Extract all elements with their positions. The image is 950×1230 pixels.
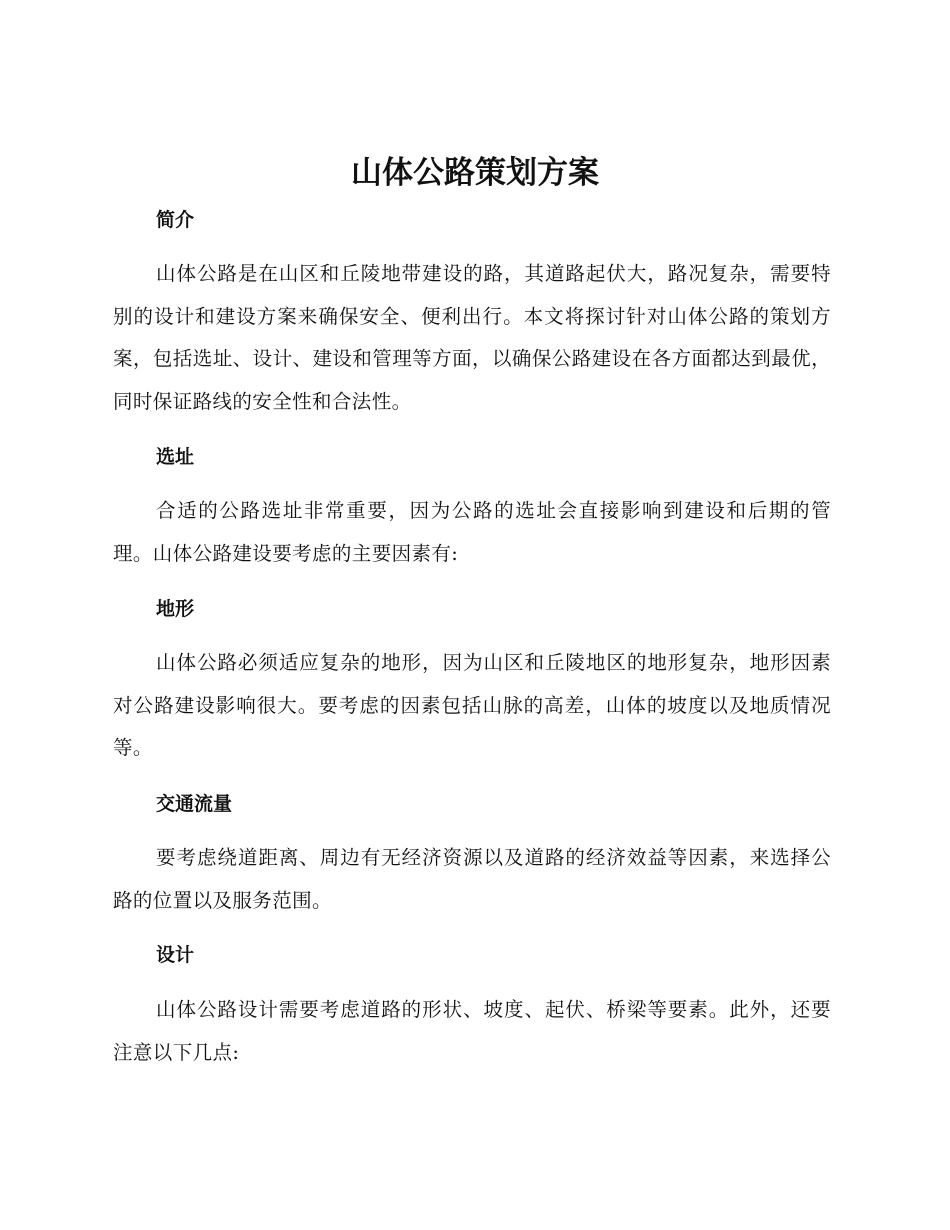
section-heading-traffic-flow: 交通流量	[156, 793, 233, 815]
document-title: 山体公路策划方案	[351, 155, 599, 191]
section-paragraph-intro: 山体公路是在山区和丘陵地带建设的路，其道路起伏大，路况复杂，需要特别的设计和建设方案来确保安全、便利出行。本文将探讨针对山体公路的策划方案，包括选址、设计、建设和管理等方面，以确保公路建设在各方面都达到最优，同时保证路线的安全性和合法性。	[113, 262, 831, 413]
section-heading-terrain: 地形	[156, 598, 195, 620]
section-paragraph-site-selection: 合适的公路选址非常重要，因为公路的选址会直接影响到建设和后期的管理。山体公路建设要考虑的主要因素有:	[113, 499, 831, 565]
section-paragraph-terrain: 山体公路必须适应复杂的地形，因为山区和丘陵地区的地形复杂，地形因素对公路建设影响很大。要考虑的因素包括山脉的高差，山体的坡度以及地质情况等。	[113, 651, 831, 759]
section-heading-site-selection: 选址	[156, 446, 195, 468]
section-heading-design: 设计	[156, 944, 195, 966]
section-paragraph-traffic-flow: 要考虑绕道距离、周边有无经济资源以及道路的经济效益等因素，来选择公路的位置以及服务范围。	[113, 846, 831, 912]
section-heading-intro: 简介	[156, 209, 195, 231]
section-paragraph-design: 山体公路设计需要考虑道路的形状、坡度、起伏、桥梁等要素。此外，还要注意以下几点:	[113, 998, 831, 1064]
